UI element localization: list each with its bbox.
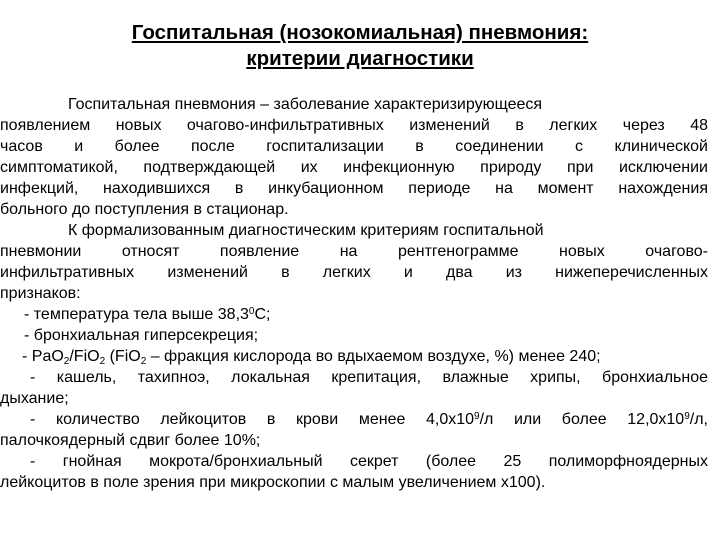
criteria-intro-line-2: пневмонии относят появление на рентгенограмме новых очагово- (0, 243, 708, 260)
criterion-sputum-line-1: - гнойная мокрота/бронхиальный секрет (более 25 полиморфноядерных (30, 453, 708, 470)
criteria-intro-line-3: инфильтративных изменений в легких и два из нижеперечисленных (0, 264, 708, 281)
slide-body (0, 94, 708, 493)
title-line-2: критерии диагностики (246, 47, 474, 70)
criterion-hypersecretion: - бронхиальная гиперсекреция; (24, 327, 259, 344)
definition-line-3: часов и более после госпитализации в соединении с клинической (0, 138, 708, 155)
criterion-wbc-line-2: палочкоядерный сдвиг более 10%; (0, 432, 261, 449)
title-line-1: Госпитальная (нозокомиальная) пневмония: (131, 21, 589, 44)
slide-title (0, 20, 720, 72)
criteria-intro-line-4: признаков: (0, 285, 81, 302)
definition-line-5: инфекций, находившихся в инкубационном периоде на момент нахождения (0, 180, 708, 197)
definition-line-2: появлением новых очагово-инфильтративных изменений в легких через 48 (0, 117, 708, 134)
definition-line-4: симптоматикой, подтверждающей их инфекционную природу при исключении (0, 159, 708, 176)
definition-line-6: больного до поступления в стационар. (0, 201, 289, 218)
criterion-wbc-line-1: - количество лейкоцитов в крови менее $4,0х10^9/л$ или более $12,0х10^9/л$, (30, 411, 708, 428)
criteria-intro-line-1: К формализованным диагностическим критериям госпитальной (68, 222, 544, 239)
criterion-sputum-line-2: лейкоцитов в поле зрения при микроскопии с малым увеличением х100). (0, 474, 546, 491)
definition-line-1: Госпитальная пневмония – заболевание характеризирующееся (68, 96, 543, 113)
criterion-pao2-fio2: - PaO$_2$/FiO$_2$ (FiO$_2$ – фракция кислорода во вдыхаемом воздухе, %) менее 240; (22, 348, 601, 367)
criterion-temperature: - температура тела выше 38,3$^0$С; (24, 306, 271, 323)
criterion-cough-line-1: - кашель, тахипноэ, локальная крепитация, влажные хрипы, бронхиальное (30, 369, 708, 386)
criterion-cough-line-2: дыхание; (0, 390, 69, 407)
